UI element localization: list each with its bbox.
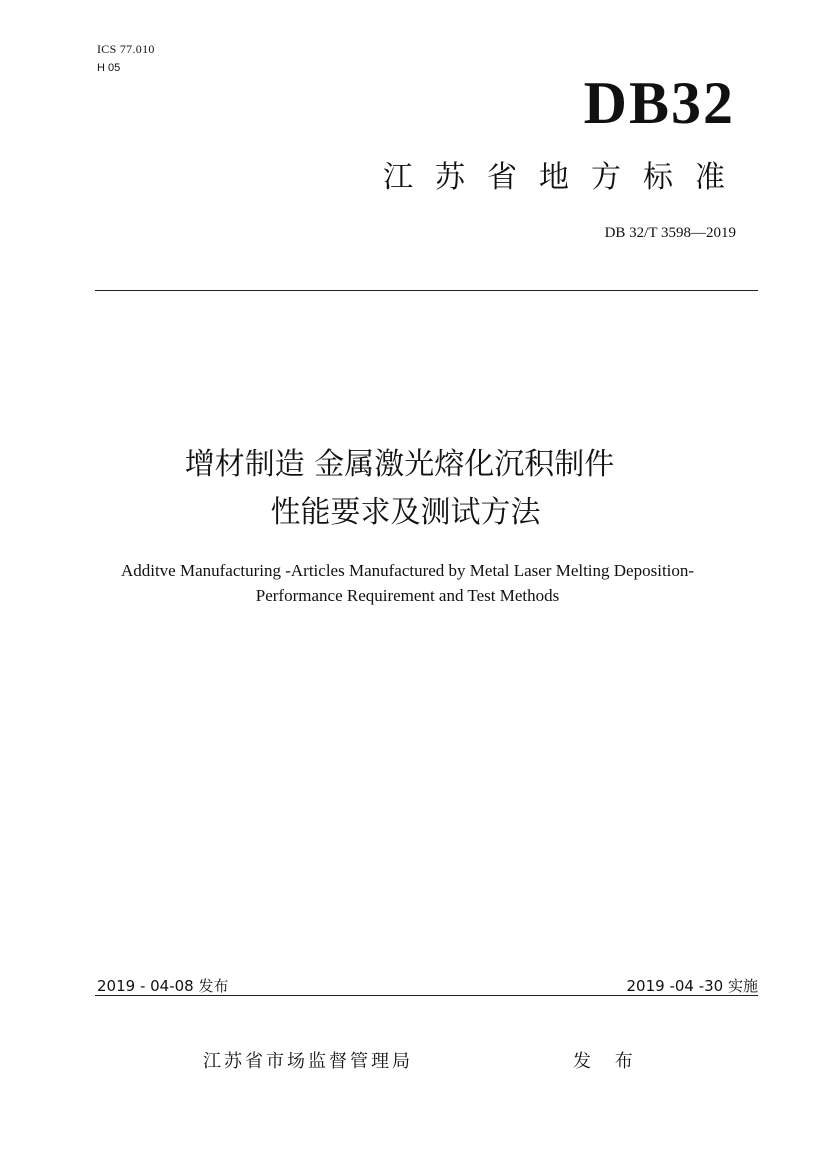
title-en-line2: Performance Requirement and Test Methods: [255, 586, 560, 605]
standard-number: DB 32/T 3598—2019: [604, 225, 736, 241]
implementation-date: 2019 -04 -30 实施: [626, 977, 758, 995]
publish-label: 发 布: [573, 1051, 642, 1072]
ccs-code: H 05: [97, 62, 121, 74]
standard-type: 江苏省地方标准: [383, 160, 747, 195]
title-cn-line1: 增材制造 金属激光熔化沉积制件: [184, 447, 615, 482]
issuer: 江苏省市场监督管理局: [203, 1051, 413, 1072]
standard-logo: DB32: [583, 70, 735, 136]
bottom-divider: [95, 995, 758, 996]
top-divider: [95, 290, 758, 291]
title-cn-line2: 性能要求及测试方法: [270, 495, 541, 530]
title-en-line1: Additve Manufacturing -Articles Manufactured by Metal Laser Melting Deposition-: [120, 561, 695, 580]
issue-date: 2019 - 04-08 发布: [97, 977, 229, 995]
ics-code: ICS 77.010: [97, 42, 155, 56]
